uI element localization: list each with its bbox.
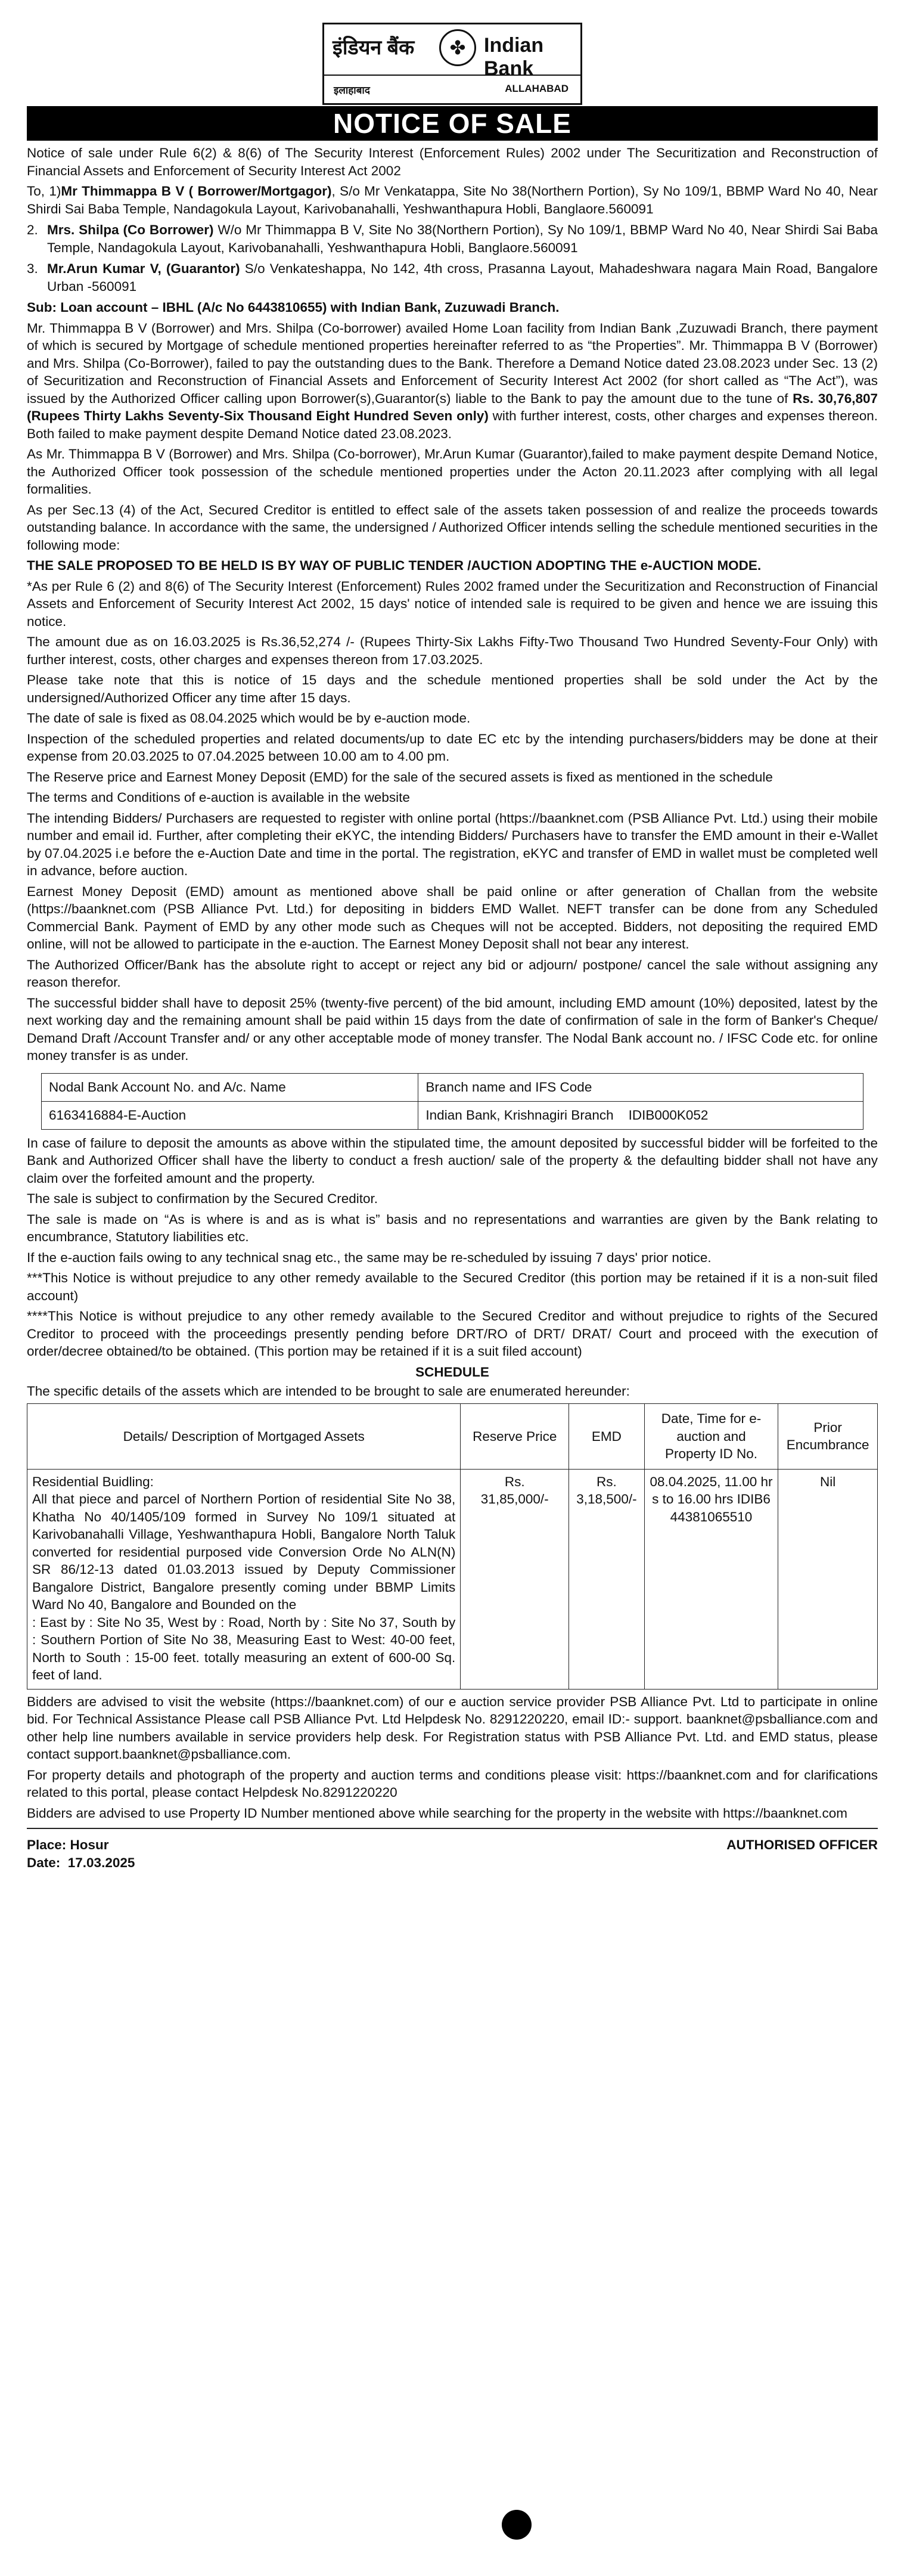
col-header-date: Date, Time for e-auction and Property ID No. xyxy=(644,1404,778,1470)
deposit-paragraph: The successful bidder shall have to deposit 25% (twenty-five percent) of the bid amount, including EMD amount (10%) deposited, latest by the next working day and the remaining amount shall be paid within 15 days from the date of confirmation of sale in the form of Banker's Cheque/ Demand Draft /Account Transfer and/ or any other acceptable mode of money transfer. The Nodal Bank account no. / IFSC Code etc. for online money transfer is as under. xyxy=(27,995,878,1063)
addressee-2-name: Mrs. Shilpa (Co Borrower) xyxy=(47,222,214,237)
table-row xyxy=(27,1469,878,1689)
logo-hindi-subtext: इलाहाबाद xyxy=(334,85,370,96)
sale-date-paragraph: The date of sale is fixed as 08.04.2025 which would be by e-auction mode. xyxy=(27,711,471,726)
page-marker-dot xyxy=(502,2510,532,2540)
bank-branch-value: Indian Bank, Krishnagiri Branch IDIB000K052 xyxy=(418,1101,863,1129)
addressee-1-address: , S/o Mr Venkatappa, Site No 38(Northern Portion), Sy No 109/1, BBMP Ward No 40, Near Shirdi Sai Baba Temple, Nandagokula Layout, Karivobanahalli, Yeshwanthapura Hobli, Banglaore.560091 xyxy=(27,184,878,216)
addressee-3-address: S/o Venkateshappa, No 142, 4th cross, Prasanna Layout, Mahadeshwara nagara Main Road, Bangalore Urban -560091 xyxy=(47,261,878,294)
authorised-officer-label: AUTHORISED OFFICER xyxy=(726,1837,878,1852)
intro-paragraph: Notice of sale under Rule 6(2) & 8(6) of The Security Interest (Enforcement Rules) 2002 under The Securitization and Reconstruction of Financial Assets and Enforcement of Security Interest Act 2002 xyxy=(27,145,878,178)
sale-mode-text: THE SALE PROPOSED TO BE HELD IS BY WAY OF PUBLIC TENDER /AUCTION ADOPTING THE e-AUCTION MODE. xyxy=(27,558,762,573)
addressee-1 xyxy=(27,182,878,218)
addressee-1-name: Mr Thimmappa B V ( Borrower/Mortgagor) xyxy=(61,184,332,199)
auction-date-value: 08.04.2025, 11.00 hrs to 16.00 hrs IDIB644381065510 xyxy=(644,1469,778,1689)
emd-value: Rs. 3,18,500/- xyxy=(569,1469,645,1689)
notice-title: NOTICE OF SALE xyxy=(27,106,878,141)
schedule-intro: The specific details of the assets which are intended to be brought to sale are enumerated hereunder: xyxy=(27,1383,630,1399)
portal-paragraph: Bidders are advised to visit the website (https://baanknet.com) of our e auction service provider PSB Alliance Pvt. Ltd to participate in online bid. For Technical Assistance Please call PSB Alliance Pvt. Ltd Helpdesk No. 8291220220, email ID:- support. baanknet@psballiance.com and other help line numbers available in service providers help desk. For Registration status with PSB Alliance Pvt. Ltd. and EMD status, please contact support.baanknet@psballiance.com. xyxy=(27,1694,878,1762)
registration-paragraph: The intending Bidders/ Purchasers are requested to register with online portal (https://baanknet.com (PSB Alliance Pvt. Ltd.) using their mobile number and email id. Further, after completing their eKYC, the intending Bidders/ Purchasers have to transfer the EMD amount in their e-Wallet by 07.04.2025 i.e before the e-Auction Date and time in the portal. The registration, eKYC and transfer of EMD in wallet must be completed well in advance, before auction. xyxy=(27,810,878,878)
col-header-reserve: Reserve Price xyxy=(461,1404,569,1470)
reserve-price-paragraph: The Reserve price and Earnest Money Deposit (EMD) for the sale of the secured assets is fixed as mentioned in the schedule xyxy=(27,769,773,785)
reschedule-paragraph: If the e-auction fails owing to any technical snag etc., the same may be re-scheduled by issuing 7 days' prior notice. xyxy=(27,1250,712,1265)
encumbrance-value: Nil xyxy=(778,1469,878,1689)
confirmation-paragraph: The sale is subject to confirmation by the Secured Creditor. xyxy=(27,1191,378,1206)
suit-paragraph: ****This Notice is without prejudice to any other remedy available to the Secured Creditor and without prejudice to rights of the Secured Creditor to proceed with the proceedings presently pending before DRT/RO of DRT/ DRAT/ Court and proceed with the execution of order/decree obtained/to be obtained. (This portion may be retained if it is a suit filed account) xyxy=(27,1309,878,1359)
indian-bank-logo xyxy=(322,23,582,105)
demand-text-before: Mr. Thimmappa B V (Borrower) and Mrs. Shilpa (Co-borrower) availed Home Loan facility from Indian Bank ,Zuzuwadi Branch, there payment of which is secured by Mortgage of schedule mentioned properties hereinafter referred to as “the Properties”. Mr. Thimmappa B V (Borrower) and Mrs. Shilpa (Co-Borrower), failed to pay the outstanding dues to the Bank. Therefore a Demand Notice dated 23.08.2023 under Sec. 13 (2) of Securitization and Reconstruction of Financial Assets and Enforcement of Security Interest Act 2002 (for short called as “The Act”), was issued by the Authorized Officer calling upon Borrower(s),Guarantor(s) liable to the Bank to pay the amount due to the tune of xyxy=(27,320,878,406)
logo-english-subtext: ALLAHABAD xyxy=(505,83,569,94)
addressee-1-num: To, 1) xyxy=(27,184,61,199)
signature-block xyxy=(27,1836,878,1872)
addressee-3-num: 3. xyxy=(27,261,38,276)
rights-paragraph: The Authorized Officer/Bank has the absolute right to accept or reject any bid or adjourn/ postpone/ cancel the sale without assigning any reason therefor. xyxy=(27,957,878,990)
bank-header-branch: Branch name and IFS Code xyxy=(418,1073,863,1101)
col-header-encumbrance: Prior Encumbrance xyxy=(778,1404,878,1470)
bank-account-value: 6163416884-E-Auction xyxy=(42,1101,418,1129)
table-header-row xyxy=(27,1404,878,1470)
col-header-emd: EMD xyxy=(569,1404,645,1470)
inspection-paragraph: Inspection of the scheduled properties and related documents/up to date EC etc by the intending purchasers/bidders may be done at their expense from 20.03.2025 to 07.04.2025 between 10.00 am to 4.00 pm. xyxy=(27,731,878,764)
rule-paragraph: *As per Rule 6 (2) and 8(6) of The Security Interest (Enforcement) Rules 2002 framed under the Securitization and Reconstruction of Financial Assets and Enforcement of Security Interest Act 2002, 15 days' notice of intended sale is required to be given and hence we are issuing this notice. xyxy=(27,578,878,629)
table-row xyxy=(42,1073,863,1101)
terms-paragraph: The terms and Conditions of e-auction is available in the website xyxy=(27,790,410,805)
sale-mode-heading xyxy=(27,557,878,575)
reserve-price-value: Rs. 31,85,000/- xyxy=(461,1469,569,1689)
divider xyxy=(27,1828,878,1829)
notice-page xyxy=(27,23,878,1872)
property-id-paragraph: Bidders are advised to use Property ID Number mentioned above while searching for the property in the website with https://baanknet.com xyxy=(27,1805,847,1821)
forfeit-paragraph: In case of failure to deposit the amounts as above within the stipulated time, the amount deposited by successful bidder will be forfeited to the Bank and Authorized Officer shall have the liberty to conduct a fresh auction/ sale of the property & the defaulting bidder shall not have any claim over the forfeited amount and the property. xyxy=(27,1135,878,1186)
non-suit-paragraph: ***This Notice is without prejudice to any other remedy available to the Secured Creditor (this portion may be retained if it is a non-suit filed account) xyxy=(27,1270,878,1303)
amount-due-paragraph: The amount due as on 16.03.2025 is Rs.36,52,274 /- (Rupees Thirty-Six Lakhs Fifty-Two Thousand Two Hundred Seventy-Four Only) with further interest, costs, other charges and expenses thereon from 17.03.2025. xyxy=(27,634,878,667)
addressee-3 xyxy=(27,260,878,295)
schedule-heading: SCHEDULE xyxy=(415,1364,489,1380)
demand-amount: Rs. 30,76,807 (Rupees Thirty Lakhs Seventy-Six Thousand Eight Hundred Seven only) xyxy=(27,390,878,423)
as-is-paragraph: The sale is made on “As is where is and as is what is” basis and no representations and warranties are given by the Bank relating to encumbrance, Statutory liabilities etc. xyxy=(27,1211,878,1244)
bank-header-account: Nodal Bank Account No. and A/c. Name xyxy=(42,1073,418,1101)
addressee-2-address: W/o Mr Thimmappa B V, Site No 38(Northern Portion), Sy No 109/1, BBMP Ward No 40, Near Shirdi Sai Baba Temple, Nandagokula Layout, Karivobanahalli, Yeshwanthapura Hobli, Banglaore.560091 xyxy=(47,222,878,255)
subject-line xyxy=(27,299,878,317)
property-details-paragraph: For property details and photograph of the property and auction terms and conditions please visit: https://baanknet.com and for clarifications related to this portal, please contact Helpdesk No.8291220220 xyxy=(27,1767,878,1800)
possession-paragraph: As Mr. Thimmappa B V (Borrower) and Mrs. Shilpa (Co-borrower), Mr.Arun Kumar (Guarantor),failed to make payment despite Demand Notice, the Authorized Officer took possession of the schedule mentioned properties under the Acton 20.11.2023 after complying with all legal formalities. xyxy=(27,447,878,497)
demand-text-after: with further interest, costs, other charges and expenses thereon. Both failed to make payment despite Demand Notice dated 23.08.2023. xyxy=(27,408,878,441)
schedule-table xyxy=(27,1403,878,1690)
date-label: Date: 17.03.2025 xyxy=(27,1855,135,1870)
addressee-3-name: Mr.Arun Kumar V, (Guarantor) xyxy=(47,261,240,276)
subject-text: Sub: Loan account – IBHL (A/c No 6443810655) with Indian Bank, Zuzuwadi Branch. xyxy=(27,300,560,315)
place-label: Place: Hosur xyxy=(27,1837,109,1852)
demand-notice-paragraph xyxy=(27,320,878,443)
logo-hindi-text: इंडियन बैंक xyxy=(333,36,415,59)
col-header-details: Details/ Description of Mortgaged Assets xyxy=(27,1404,461,1470)
bank-emblem-icon: ✤ xyxy=(439,29,476,66)
emd-paragraph: Earnest Money Deposit (EMD) amount as mentioned above shall be paid online or after generation of Challan from the website (https://baanknet.com (PSB Alliance Pvt. Ltd.) for depositing in bidders EMD Wallet. NEFT transfer can be done from any Scheduled Commercial Bank. Payment of EMD by any other mode such as Cheques will not be accepted. Bidders, not depositing the required EMD online, will not be allowed to participate in the e-auction. The Earnest Money Deposit shall not bear any interest. xyxy=(27,884,878,951)
addressee-2 xyxy=(27,221,878,256)
addressee-2-num: 2. xyxy=(27,222,38,237)
sale-intent-paragraph: As per Sec.13 (4) of the Act, Secured Creditor is entitled to effect sale of the assets taken possession of and realize the proceeds towards outstanding balance. In accordance with the same, the undersigned / Authorized Officer intends selling the schedule mentioned securities in the following mode: xyxy=(27,502,878,553)
asset-description: Residential Buidling: All that piece and parcel of Northern Portion of residential Site No 38, Khatha No 40/1405/109 formed in Survey No 109/1 situated at Karivobanahalli Village, Yeshwanthapura Hobli, Bangalore North Taluk converted for residential purposed vide Conversion Orde No ALN(N) SR 86/12-13 dated 01.03.2013 issued by Deputy Commissioner Bangalore District, Bangalore presently coming under BBMP Limits Ward No 40, Bangalore and Bounded on the : East by : Site No 35, West by : Road, North by : Site No 37, South by : Southern Portion of Site No 38, Measuring East to West: 40-00 feet, North to South : 15-00 feet. totally measuring an extent of 600-00 Sq. feet of land. xyxy=(27,1469,461,1689)
logo-english-text: Indian Bank xyxy=(484,34,544,80)
table-row xyxy=(42,1101,863,1129)
nodal-bank-table xyxy=(41,1073,863,1130)
notice-period-paragraph: Please take note that this is notice of 15 days and the schedule mentioned properties shall be sold under the Act by the undersigned/Authorized Officer any time after 15 days. xyxy=(27,672,878,705)
